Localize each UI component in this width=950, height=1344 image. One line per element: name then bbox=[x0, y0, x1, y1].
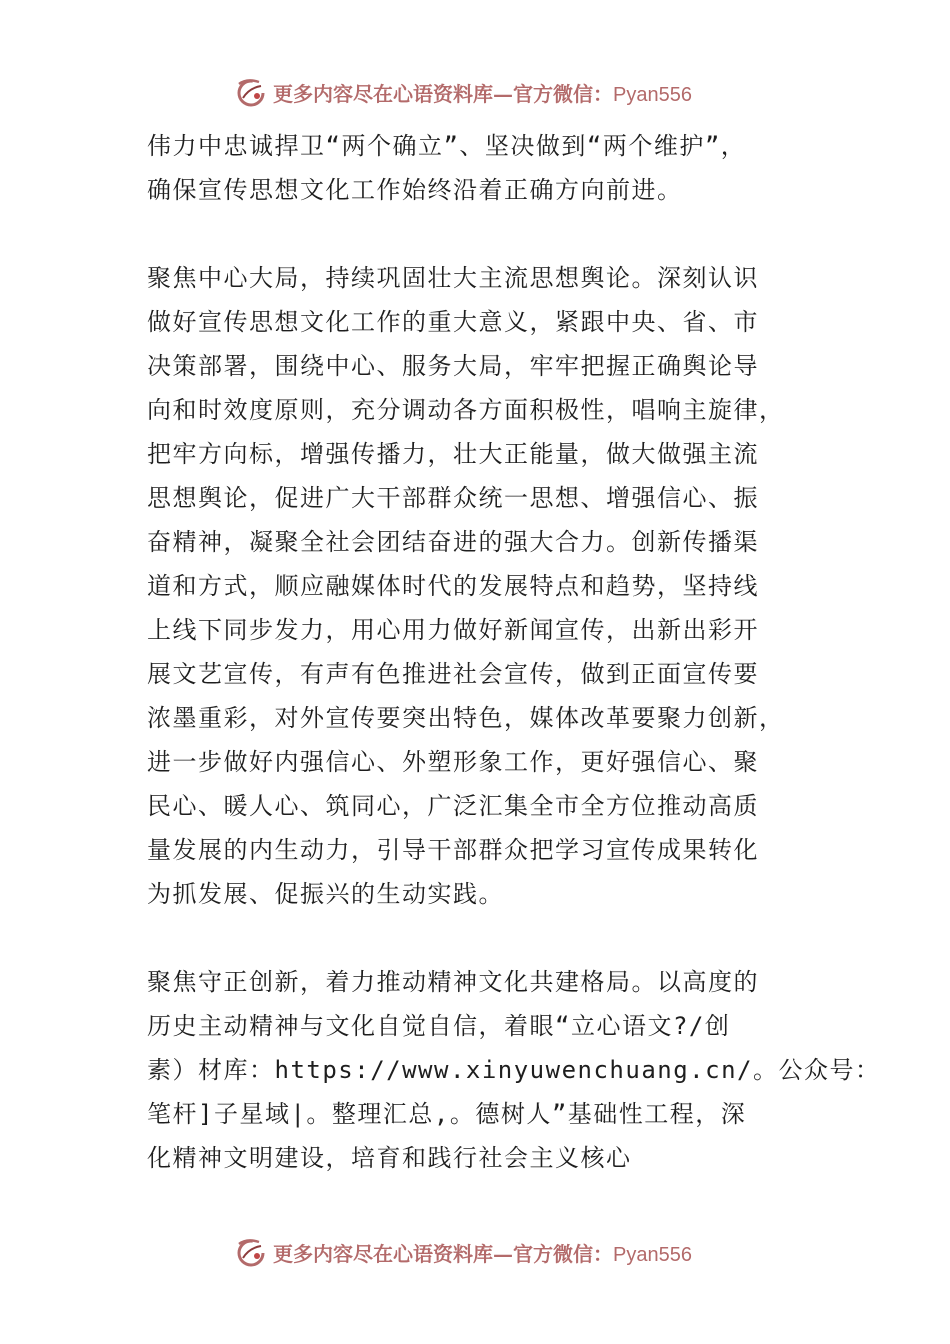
banner-wechat-id: Pyan556 bbox=[613, 1243, 692, 1266]
text-line: 化精神文明建设，培育和践行社会主义核心 bbox=[147, 1144, 632, 1172]
footer-banner bbox=[233, 1232, 753, 1272]
text-line: 量发展的内生动力，引导干部群众把学习宣传成果转化 bbox=[147, 836, 759, 864]
text-line: 确保宣传思想文化工作始终沿着正确方向前进。 bbox=[147, 176, 683, 204]
text-line: 笔杆]子星域|。整理汇总,。德树人”基础性工程，深 bbox=[147, 1100, 747, 1128]
paragraph bbox=[147, 124, 812, 212]
text-line: 素）材库：https://www.xinyuwenchuang.cn/。公众号： bbox=[147, 1056, 881, 1084]
text-line: 展文艺宣传，有声有色推进社会宣传，做到正面宣传要 bbox=[147, 660, 759, 688]
banner-text bbox=[273, 78, 692, 107]
brush-circle-logo-icon bbox=[233, 1234, 269, 1270]
text-line: 奋精神，凝聚全社会团结奋进的强大合力。创新传播渠 bbox=[147, 528, 759, 556]
text-line: 思想舆论，促进广大干部群众统一思想、增强信心、振 bbox=[147, 484, 759, 512]
text-line: 向和时效度原则，充分调动各方面积极性，唱响主旋律， bbox=[147, 396, 785, 424]
text-line: 浓墨重彩，对外宣传要突出特色，媒体改革要聚力创新， bbox=[147, 704, 785, 732]
text-line: 历史主动精神与文化自觉自信，着眼“立心语文?/创 bbox=[147, 1012, 731, 1040]
text-line: 聚焦守正创新，着力推动精神文化共建格局。以高度的 bbox=[147, 968, 759, 996]
paragraph-gap bbox=[147, 916, 812, 960]
paragraph bbox=[147, 256, 812, 916]
brush-circle-logo-icon bbox=[233, 74, 269, 110]
banner-text-cn: 更多内容尽在心语资料库—官方微信： bbox=[273, 1241, 613, 1266]
text-line: 伟力中忠诚捍卫“两个确立”、坚决做到“两个维护”， bbox=[147, 132, 747, 160]
text-line: 决策部署，围绕中心、服务大局，牢牢把握正确舆论导 bbox=[147, 352, 759, 380]
text-line: 聚焦中心大局，持续巩固壮大主流思想舆论。深刻认识 bbox=[147, 264, 759, 292]
text-line: 把牢方向标，增强传播力，壮大正能量，做大做强主流 bbox=[147, 440, 759, 468]
paragraph bbox=[147, 960, 881, 1180]
banner-wechat-id: Pyan556 bbox=[613, 83, 692, 106]
text-line: 进一步做好内强信心、外塑形象工作，更好强信心、聚 bbox=[147, 748, 759, 776]
header-banner bbox=[233, 72, 753, 112]
text-line: 做好宣传思想文化工作的重大意义，紧跟中央、省、市 bbox=[147, 308, 759, 336]
banner-text-cn: 更多内容尽在心语资料库—官方微信： bbox=[273, 81, 613, 106]
text-line: 上线下同步发力，用心用力做好新闻宣传，出新出彩开 bbox=[147, 616, 759, 644]
paragraph-gap bbox=[147, 212, 812, 256]
text-line: 道和方式，顺应融媒体时代的发展特点和趋势，坚持线 bbox=[147, 572, 759, 600]
text-line: 为抓发展、促振兴的生动实践。 bbox=[147, 880, 504, 908]
text-line: 民心、暖人心、筑同心，广泛汇集全市全方位推动高质 bbox=[147, 792, 759, 820]
banner-text bbox=[273, 1238, 692, 1267]
document-body bbox=[147, 124, 881, 1180]
